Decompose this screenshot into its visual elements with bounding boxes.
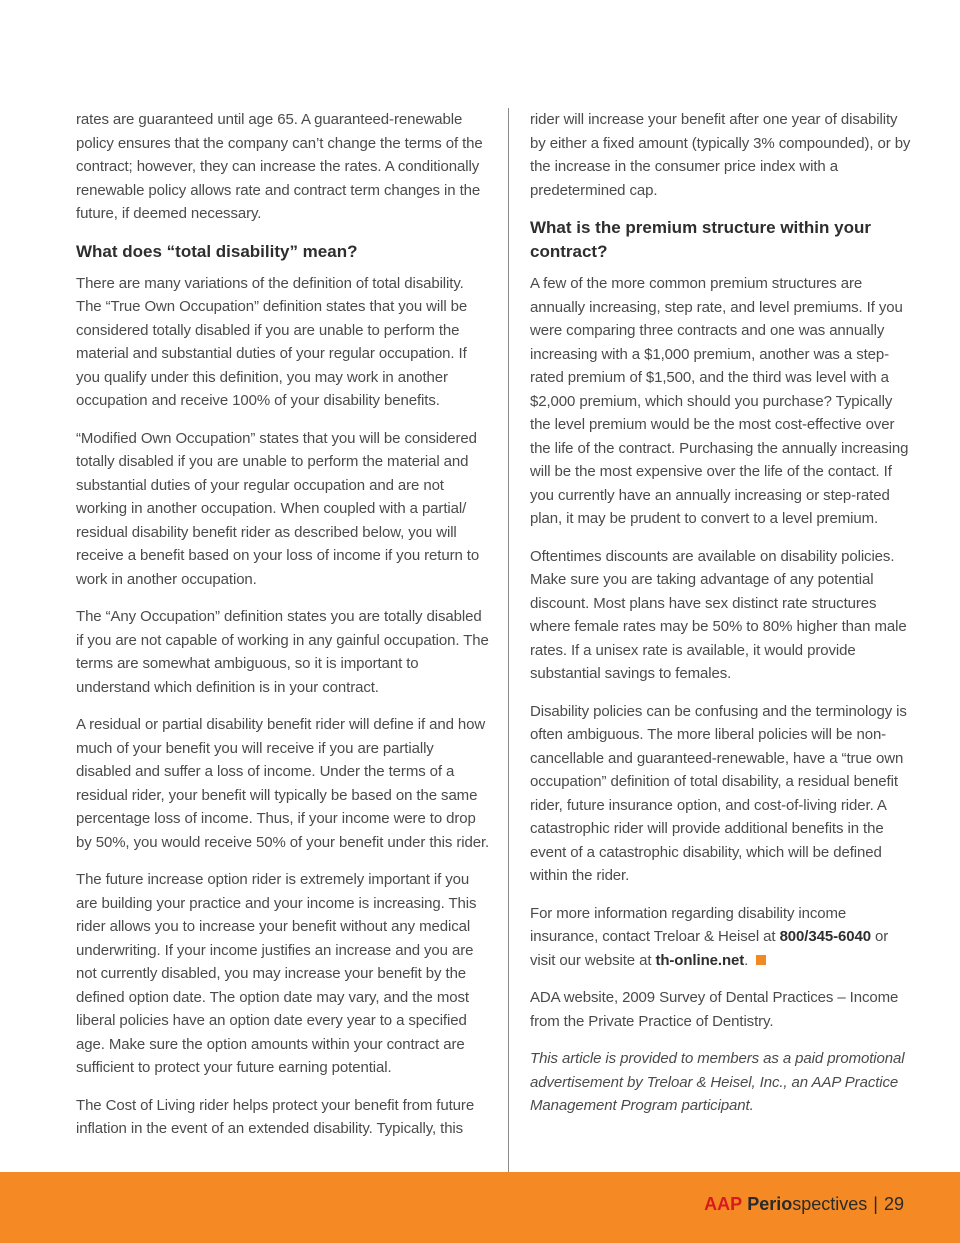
paragraph-cost-of-living: The Cost of Living rider helps protect your benefit from future inflation in the event of an extended disability. Typically, this (76, 1096, 475, 1137)
footer-bar (0, 1172, 960, 1243)
brand-spectives: spectives (792, 1194, 868, 1214)
paragraph-contact-info (530, 902, 914, 973)
paragraph-rider-increase: rider will increase your benefit after one year of disability by either a fixed amount (typically 3% compounded), or by the increase in the consumer price index with a predetermined cap. (530, 111, 911, 199)
column-divider (508, 108, 509, 1172)
right-column (530, 108, 914, 1132)
paragraph-source: ADA website, 2009 Survey of Dental Practices – Income from the Private Practice of Dentistry. (530, 989, 899, 1030)
paragraph-terminology: Disability policies can be confusing and the terminology is often ambiguous. The more liberal policies will be non-cancellable and guaranteed-renewable, have a “true own occupation” definition of total disability, a residual benefit rider, future insurance option, and cost-of-living rider. A catastrophic rider will provide additional benefits in the event of a catastrophic disability, which will be defined within the rider. (530, 702, 907, 884)
left-column (76, 108, 492, 1155)
paragraph-discounts: Oftentimes discounts are available on disability policies. Make sure you are taking advantage of any potential discount. Most plans have sex distinct rate structures where female rates may be 50% to 80% higher than male rates. If a unisex rate is available, it would provide substantial savings to females. (530, 547, 907, 682)
paragraph-premium-structures: A few of the more common premium structures are annually increasing, step rate, and level premiums. If you were comparing three contracts and one was annually increasing with a $1,000 premium, another was a step-rated premium of $1,500, and the third was level with a $2,000 premium, which should you purchase? Typically the level premium would be the most cost-effective over the life of the contract. Purchasing the annually increasing will be the most expensive over the life of the contact. If you currently have an annually increasing or step-rated plan, it may be prudent to convert to a level premium. (530, 275, 909, 527)
footer-branding (704, 1194, 904, 1215)
end-of-article-icon (756, 955, 766, 965)
contact-text-c: . (744, 951, 749, 969)
paragraph-disclaimer: This article is provided to members as a paid promotional advertisement by Treloar & Heisel, Inc., an AAP Practice Management Program participant. (530, 1050, 905, 1114)
contact-text-a: For more information regarding disability income insurance, contact Treloar & Heisel at (530, 904, 847, 945)
paragraph-future-increase-option: The future increase option rider is extremely important if you are building your practice and your income is increasing. This rider allows you to increase your benefit without any medical underwriting. If your income justifies an increase and you are not currently disabled, you may increase your benefit by the defined option date. The option date may vary, and the most liberal policies have an option date every year to a specified age. Make sure the option amounts within your contract are sufficient to protect your future earning potential. (76, 871, 477, 1076)
brand-aap: AAP (704, 1194, 743, 1214)
page-number: 29 (883, 1194, 904, 1214)
paragraph-true-own-occupation: There are many variations of the definition of total disability. The “True Own Occupation” definition states that you will be considered totally disabled if you are unable to perform the material and substantial duties of your regular occupation. If you qualify under this definition, you may work in another occupation and receive 100% of your disability benefits. (76, 274, 468, 409)
brand-perio: Perio (747, 1194, 793, 1214)
paragraph-any-occupation: The “Any Occupation” definition states you are totally disabled if you are not capable of working in any gainful occupation. The terms are somewhat ambiguous, so it is important to understand which definition is in your contract. (76, 608, 489, 696)
website-link: th-online.net (655, 951, 745, 969)
footer-separator: | (873, 1194, 878, 1214)
contact-text-b: or visit our website at (530, 928, 889, 969)
heading-premium-structure: What is the premium structure within your contract? (530, 218, 871, 261)
paragraph-rates: rates are guaranteed until age 65. A guaranteed-renewable policy ensures that the company can’t change the terms of the contract; however, they can increase the rates. A conditionally renewable policy allows rate and contract term changes in the future, if deemed necessary. (76, 111, 483, 222)
paragraph-residual-rider: A residual or partial disability benefit rider will define if and how much of your benefit you will receive if you are partially disabled and suffer a loss of income. Under the terms of a residual rider, your benefit will typically be based on the same percentage loss of income. Thus, if your income were to drop by 50%, you would receive 50% of your benefit under this rider. (76, 716, 490, 851)
phone-number: 800/345-6040 (779, 928, 871, 945)
heading-total-disability: What does “total disability” mean? (76, 241, 358, 261)
paragraph-modified-own-occupation: “Modified Own Occupation” states that you will be considered totally disabled if you are unable to perform the material and substantial duties of your regular occupation and are not working in another occupation. When coupled with a partial/ residual disability benefit rider as described below, you will receive a benefit based on your loss of income if you return to work in another occupation. (76, 429, 480, 588)
